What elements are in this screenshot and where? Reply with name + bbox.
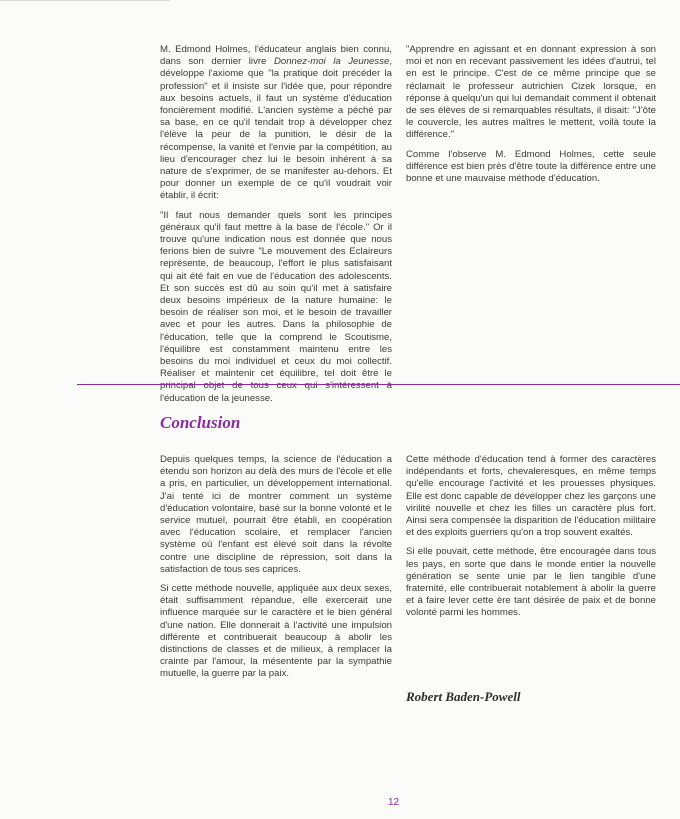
paragraph: "Il faut nous demander quels sont les principes généraux qu'il faut mettre à la base de l'école." Or il trouve qu'une indication nous est donnée que nous ferions bien de suivre "Le mouvement des Eclaireurs représente, de beaucoup, l'effort le plus satisfaisant qui ait été fait en vue de l'éducation des adolescents. Et son succès est dû au soin qu'il met à satisfaire deux besoins impérieux de la nature humaine: le besoin de réaliser son moi, et le besoin de travailler avec et pour les autres. Dans la philosophie de l'éducation, telle que la comprend le Scoutisme, l'équilibre est constamment maintenu entre les besoins du moi individuel et ceux du moi collectif. Réaliser et maintenir cet équilibre, tel doit être le principal objet de tous ceux qui s'intéressent à l'éducation de la jeunesse. [160,209,392,404]
section1-left-column [160,44,392,412]
paragraph: "Apprendre en agissant et en donnant expression à son moi et non en recevant passivement les idées d'autrui, tel en est le principe. C'est de ce même principe que se réclamait le professeur autrichien Cizek lorsque, en réponse à quelqu'un qui lui demandait comment il obtenait de ses élèves de si remarquables résultats, il disait: "J'ôte le couvercle, les autres maîtres le mettent, voilà toute la différence." [406,44,656,141]
conclusion-left-column [160,454,392,688]
paragraph: Si elle pouvait, cette méthode, être encouragée dans tous les pays, en sorte que dans le monde entier la nouvelle génération se sente unie par le lien tangible d'une fraternité, elle contribuerait notablement à abolir la guerre et à faire lever cette ère tant désirée de paix et de bonne volonté parmi les hommes. [406,546,656,619]
book-title: Donnez-moi la Jeunesse [273,56,390,68]
conclusion-heading: Conclusion [160,413,241,432]
section1-right-column [406,44,656,192]
paragraph: Si cette méthode nouvelle, appliquée aux deux sexes, était suffisamment répandue, elle exercerait une influence marquée sur le caractère et le bien général d'une nation. Elle donnerait à l'activité une impulsion différente et contribuerait beaucoup à abolir les distinctions de classes et de milieux, à remplacer la crainte par l'amour, la mésentente par la sympathie mutuelle, la guerre par la paix. [160,583,392,680]
paragraph: M. Edmond Holmes, l'éducateur anglais bien connu, dans son dernier livre Donnez-moi la Jeunesse, développe l'axiome que "la pratique doit précéder la profession" et il insiste sur l'idée que, pour répondre aux besoins actuels, il faut un système d'éducation foncièrement modifié. L'ancien système a péché par sa base, en ce qu'il tendait trop à développer chez l'élève la peur de la punition, le désir de la récompense, la vanité et l'envie par la compétition, au lieu d'encourager chez lui le besoin inhérent à sa nature de s'exprimer, de se manifester au-dehors. Et pour donner un exemple de ce qu'il voudrait voir établir, il écrit: [160,44,392,202]
conclusion-right-column [406,454,656,627]
paragraph: Cette méthode d'éducation tend à former des caractères indépendants et forts, chevaleresques, en même temps qu'elle encourage l'activité et les prouesses physiques. Elle est donc capable de développer chez les garçons une virilité nouvelle et chez les filles un caractère plus fort. Ainsi sera compensée la disparition de l'éducation militaire et des exploits guerriers qu'on a trop souvent exaltés. [406,454,656,539]
section-divider [77,384,680,385]
author-signature: Robert Baden-Powell [406,689,521,704]
paragraph: Comme l'observe M. Edmond Holmes, cette seule différence est bien près d'être toute la différence entre une bonne et une mauvaise méthode d'éducation. [406,148,656,185]
paragraph: Depuis quelques temps, la science de l'éducation a étendu son horizon au delà des murs de l'école et elle a pris, en particulier, un développement international. J'ai tenté ici de montrer comment un système d'éducation volontaire, basé sur la bonne volonté et le service mutuel, pourrait être établi, en coopération avec l'éducation scolaire, et remplacer l'ancien système où l'enfant est élevé soit dans la révolte contre une discipline de répression, soit dans la satisfaction de tous ses caprices. [160,454,392,575]
page-number: 12 [388,797,400,808]
top-edge-rule [0,0,170,5]
